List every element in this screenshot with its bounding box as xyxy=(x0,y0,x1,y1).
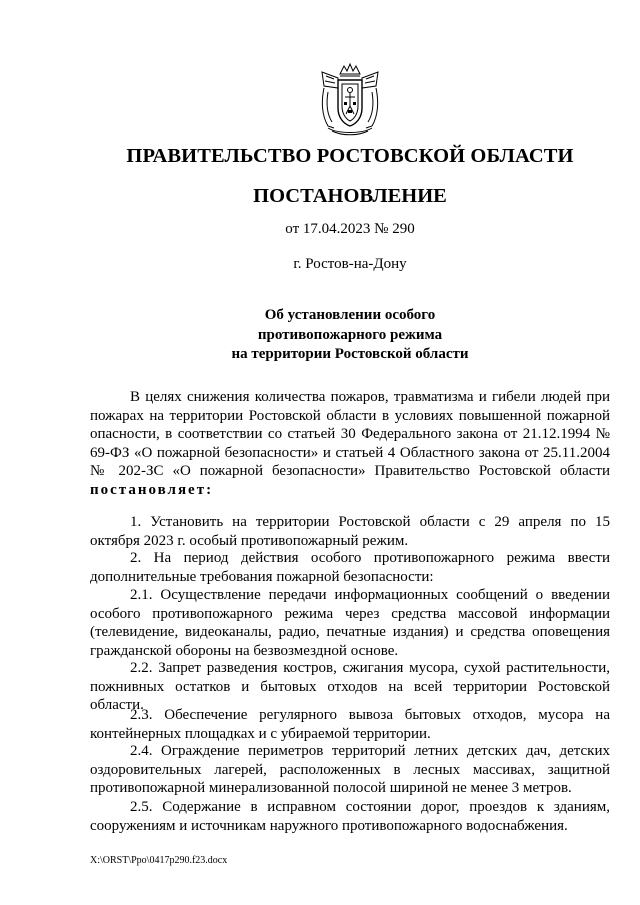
item-1: 1. Установить на территории Ростовской области с 29 апреля по 15 октября 2023 г. особый противопожарный режим. xyxy=(90,514,610,549)
government-title: ПРАВИТЕЛЬСТВО РОСТОВСКОЙ ОБЛАСТИ xyxy=(126,145,574,167)
document-type: ПОСТАНОВЛЕНИЕ xyxy=(253,185,447,207)
item-2-5: 2.5. Содержание в исправном состоянии дорог, проездов к зданиям, сооружениям и источникам наружного противопожарного водоснабжения. xyxy=(90,799,610,834)
coat-of-arms-icon xyxy=(318,62,382,136)
item-2-4: 2.4. Ограждение периметров территорий летних детских дач, детских оздоровительных лагерей, расположенных в лесных массивах, защитной противопожарной минерализованной полосой шириной не менее 3 метров. xyxy=(90,743,610,797)
item-2-1: 2.1. Осуществление передачи информационных сообщений о введении особого противопожарного режима через средства массовой информации (телевидение, видеоканалы, радио, печатные издания) и средства оповещения гражданской обороны на безвозмездной основе. xyxy=(90,587,610,659)
preamble-paragraph xyxy=(90,388,610,500)
subject-line: на территории Ростовской области xyxy=(231,346,469,362)
document-date-number: от 17.04.2023 № 290 xyxy=(285,221,415,237)
decree-word: постановляет: xyxy=(90,481,214,498)
file-path-footer: X:\ORST\Ppo\0417p290.f23.docx xyxy=(90,855,228,866)
document-subject xyxy=(60,306,640,365)
preamble-text: В целях снижения количества пожаров, травматизма и гибели людей при пожарах на территории Ростовской области в условиях повышенной пожарной опасности, в соответствии со статьей 30 Федерального закона от 21.12.1994 № 69-ФЗ «О пожарной безопасности» и статьей 4 Областного закона от 25.11.2004 № 202-ЗС «О пожарной безопасности» Правительство Ростовской области xyxy=(90,389,610,480)
document-place: г. Ростов-на-Дону xyxy=(293,256,407,272)
item-2-2: 2.2. Запрет разведения костров, сжигания мусора, сухой растительности, пожнивных остатков и бытовых отходов на всей территории Ростовской области. xyxy=(90,660,610,714)
subject-line: Об установлении особого xyxy=(264,307,436,323)
item-2-3: 2.3. Обеспечение регулярного вывоза бытовых отходов, мусора на контейнерных площадках и с убираемой территории. xyxy=(90,707,610,742)
item-2: 2. На период действия особого противопожарного режима ввести дополнительные требования пожарной безопасности: xyxy=(90,550,610,585)
subject-line: противопожарного режима xyxy=(257,326,443,343)
